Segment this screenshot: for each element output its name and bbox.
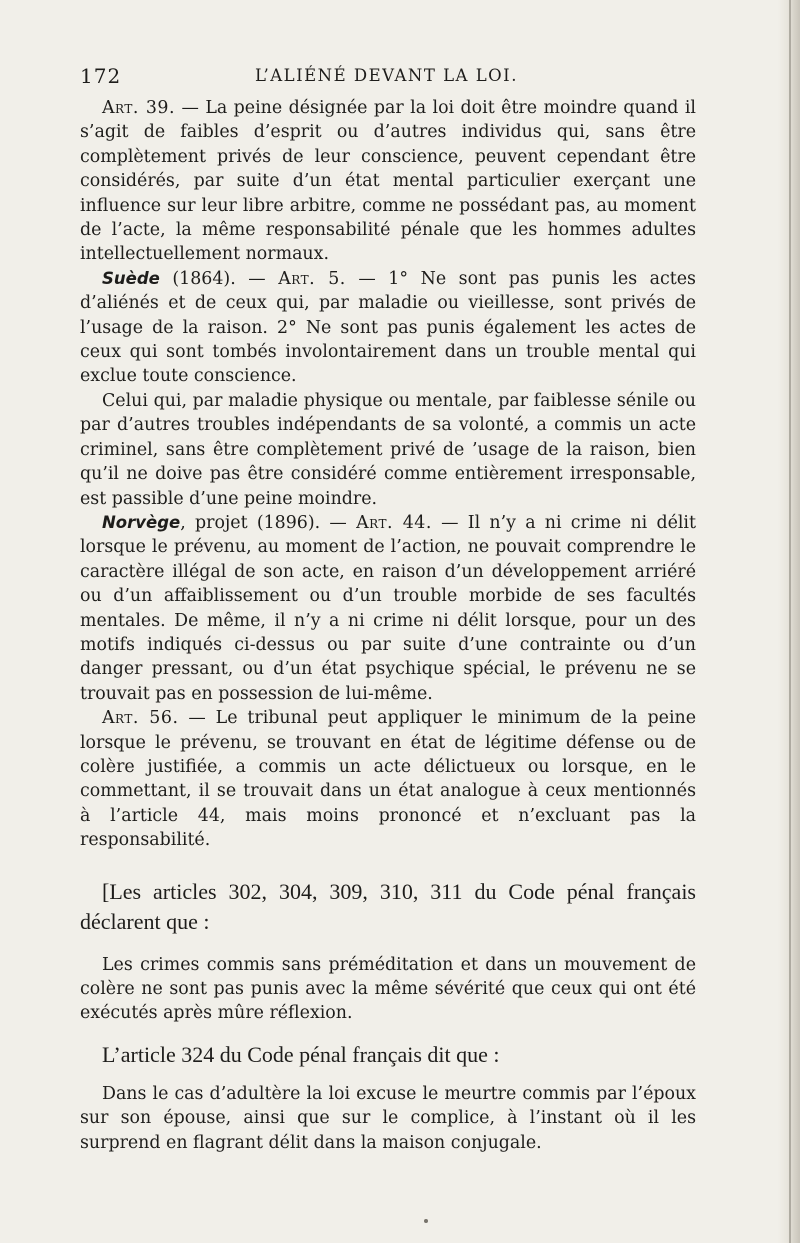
paragraph-text: , projet (1896). — [180, 512, 357, 533]
country-name: Norvège [102, 512, 181, 532]
country-name: Suède [102, 268, 160, 288]
legal-text-block [80, 1082, 696, 1155]
paragraph-text: Les crimes commis sans préméditation et dans un mouvement de colère ne sont pas punis avec la même sévérité que ceux qui ont été exécutés après mûre réflexion. [80, 954, 696, 1024]
running-title: L’ALIÉNÉ DEVANT LA LOI. [255, 66, 518, 85]
paragraph-art-56 [80, 706, 696, 852]
section-heading-code-penal-articles: [Les articles 302, 304, 309, 310, 311 du Code pénal français déclarent que : [80, 878, 696, 934]
article-label: Art. 39. [102, 98, 176, 118]
paragraph-text: Dans le cas d’adultère la loi excuse le meurtre commis par l’époux sur son épouse, ainsi que sur le complice, à l’instant où il les surprend en flagrant délit dans la maison conjugale. [80, 1083, 696, 1153]
paragraph-text: — La peine désignée par la loi doit être moindre quand il s’agit de faibles d’esprit ou d’autres individus qui, sans être complètement privés de leur conscience, peuvent cependant être considérés, par suite d’un état mental particulier exerçant une influence sur leur libre arbitre, comme ne possédant pas, au moment de l’acte, la même responsabilité pénale que les hommes adultes intellectuellement normaux. [80, 98, 696, 265]
legal-text-block [80, 96, 696, 853]
paragraph-norvege [80, 511, 696, 706]
section-heading-article-324: L’article 324 du Code pénal français dit que : [102, 1041, 500, 1067]
paragraph-adultere [80, 1082, 696, 1155]
paper-speck [424, 1219, 428, 1223]
article-label: Art. 44. [356, 512, 432, 533]
running-head [80, 56, 696, 96]
paragraph-text: — Le tribunal peut appliquer le minimum de la peine lorsque le prévenu, se trouvant en état de légitime défense ou de colère justifiée, a commis un acte délictueux ou lorsque, en le commettant, il se trouvait dans un état analogue à ceux mentionnés à l’article 44, mais moins prononcé et n’excluant pas la responsabilité. [80, 708, 697, 851]
paragraph-art-39 [80, 96, 696, 267]
paragraph-celui-qui [80, 389, 696, 511]
paragraph-suede [80, 267, 696, 389]
paragraph-text: Celui qui, par maladie physique ou mentale, par faiblesse sénile ou par d’autres troubles indépendants de sa volonté, a commis un acte criminel, sans être complètement privé de ’usage de la raison, bien qu’il ne doive pas être considéré comme entièrement irresponsable, est passible d’une peine moindre. [80, 390, 696, 509]
book-page [80, 56, 696, 1155]
paragraph-crimes-premeditation [80, 953, 696, 1026]
page-edge-line [789, 0, 791, 1243]
paragraph-text: — 1° Ne sont pas punis les actes d’aliénés et de ceux qui, par maladie ou vieillesse, sont privés de l’usage de la raison. 2° Ne sont pas punis également les actes de ceux qui sont tombés involontairement dans un trouble mental qui exclue toute conscience. [80, 268, 696, 387]
page-number: 172 [80, 64, 122, 88]
article-label: Art. 5. [278, 268, 346, 289]
article-label: Art. 56. [102, 708, 179, 729]
paragraph-text: — Il n’y a ni crime ni délit lorsque le prévenu, au moment de l’action, ne pouvait comprendre le caractère illégal de son acte, en raison d’un développement arriéré ou d’un affaiblissement ou d’un trouble morbide de ses facultés mentales. De même, il n’y a ni crime ni délit lorsque, pour un des motifs indiqués ci-dessus ou par suite d’une contrainte ou d’un danger pressant, ou d’un état psychique spécial, le prévenu ne se trouvait pas en possession de lui-même. [80, 512, 696, 704]
paragraph-text: (1864). — [159, 268, 279, 289]
legal-text-block [80, 953, 696, 1026]
